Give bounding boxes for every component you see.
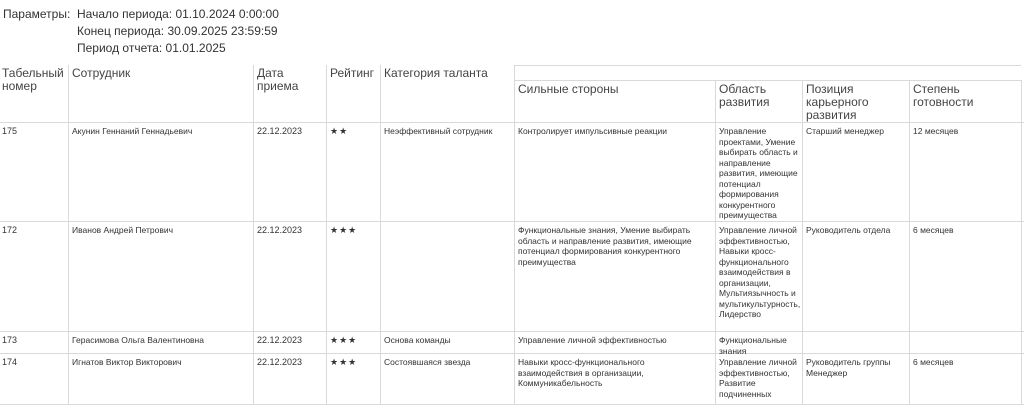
cell-employee: Иванов Андрей Петрович	[72, 225, 174, 235]
rating-stars: ★★★	[330, 357, 358, 367]
report-period: Период отчета: 01.01.2025	[77, 41, 226, 55]
period-start: Начало периода: 01.10.2024 0:00:00	[77, 7, 279, 21]
cell-strengths: Навыки кросс-функционального взаимодействия в организации, Коммуникабельность	[518, 357, 645, 388]
cell-development-area: Управление личной эффективностью, Развитие подчиненных	[719, 357, 797, 399]
cell-readiness: 12 месяцев	[913, 126, 959, 136]
cell-development-area: Функциональные знания	[719, 335, 787, 356]
cell-employee: Акунин Геннаний Геннадьевич	[72, 126, 193, 136]
cell-readiness: 6 месяцев	[913, 225, 954, 235]
cell-career-position: Старший менеджер	[806, 126, 884, 136]
header-talent-category: Категория таланта	[384, 66, 488, 80]
cell-hire-date: 22.12.2023	[257, 126, 303, 136]
header-readiness: Степень готовности	[913, 82, 974, 109]
rating-stars: ★★★	[330, 225, 358, 235]
cell-career-position: Руководитель группы Менеджер	[806, 357, 891, 378]
cell-talent-category: Состоявшаяся звезда	[384, 357, 471, 367]
header-strengths: Сильные стороны	[518, 82, 619, 96]
cell-employee: Герасимова Ольга Валентиновна	[72, 335, 204, 345]
cell-hire-date: 22.12.2023	[257, 225, 303, 235]
cell-strengths: Управление личной эффективностью	[518, 335, 667, 345]
cell-hire-date: 22.12.2023	[257, 335, 303, 345]
header-employee: Сотрудник	[72, 66, 131, 80]
cell-talent-category: Основа команды	[384, 335, 451, 345]
rating-stars: ★★	[330, 126, 349, 136]
cell-development-area: Управление личной эффективностью, Навыки кросс-функционального взаимодействия в организации, Мультиязычность и мультикультурность, Лидерство	[719, 225, 801, 319]
cell-hire-date: 22.12.2023	[257, 357, 303, 367]
cell-readiness: 6 месяцев	[913, 357, 954, 367]
parameters-label: Параметры:	[3, 7, 71, 21]
cell-strengths: Контролирует импульсивные реакции	[518, 126, 668, 136]
header-career-position: Позиция карьерного развития	[806, 82, 869, 122]
cell-tab-number: 173	[2, 335, 18, 345]
cell-talent-category: Неэффективный сотрудник	[384, 126, 493, 136]
cell-strengths: Функциональные знания, Умение выбирать область и направление развития, имеющие потенциал формирования конкурентного преимущества	[518, 225, 692, 267]
header-rating: Рейтинг	[330, 66, 375, 80]
header-development-area: Область развития	[719, 82, 770, 109]
header-tab-number: Табельный номер	[2, 66, 64, 93]
rating-stars: ★★★	[330, 335, 358, 345]
cell-development-area: Управление проектами, Умение выбирать область и направление развития, имеющие потенциал формирования конкурентного преимущества	[719, 126, 798, 220]
cell-career-position: Руководитель отдела	[806, 225, 891, 235]
header-hire-date: Дата приема	[257, 66, 299, 93]
period-end: Конец периода: 30.09.2025 23:59:59	[77, 24, 278, 38]
cell-employee: Игнатов Виктор Викторович	[72, 357, 182, 367]
cell-tab-number: 174	[2, 357, 18, 367]
cell-tab-number: 175	[2, 126, 18, 136]
cell-tab-number: 172	[2, 225, 18, 235]
